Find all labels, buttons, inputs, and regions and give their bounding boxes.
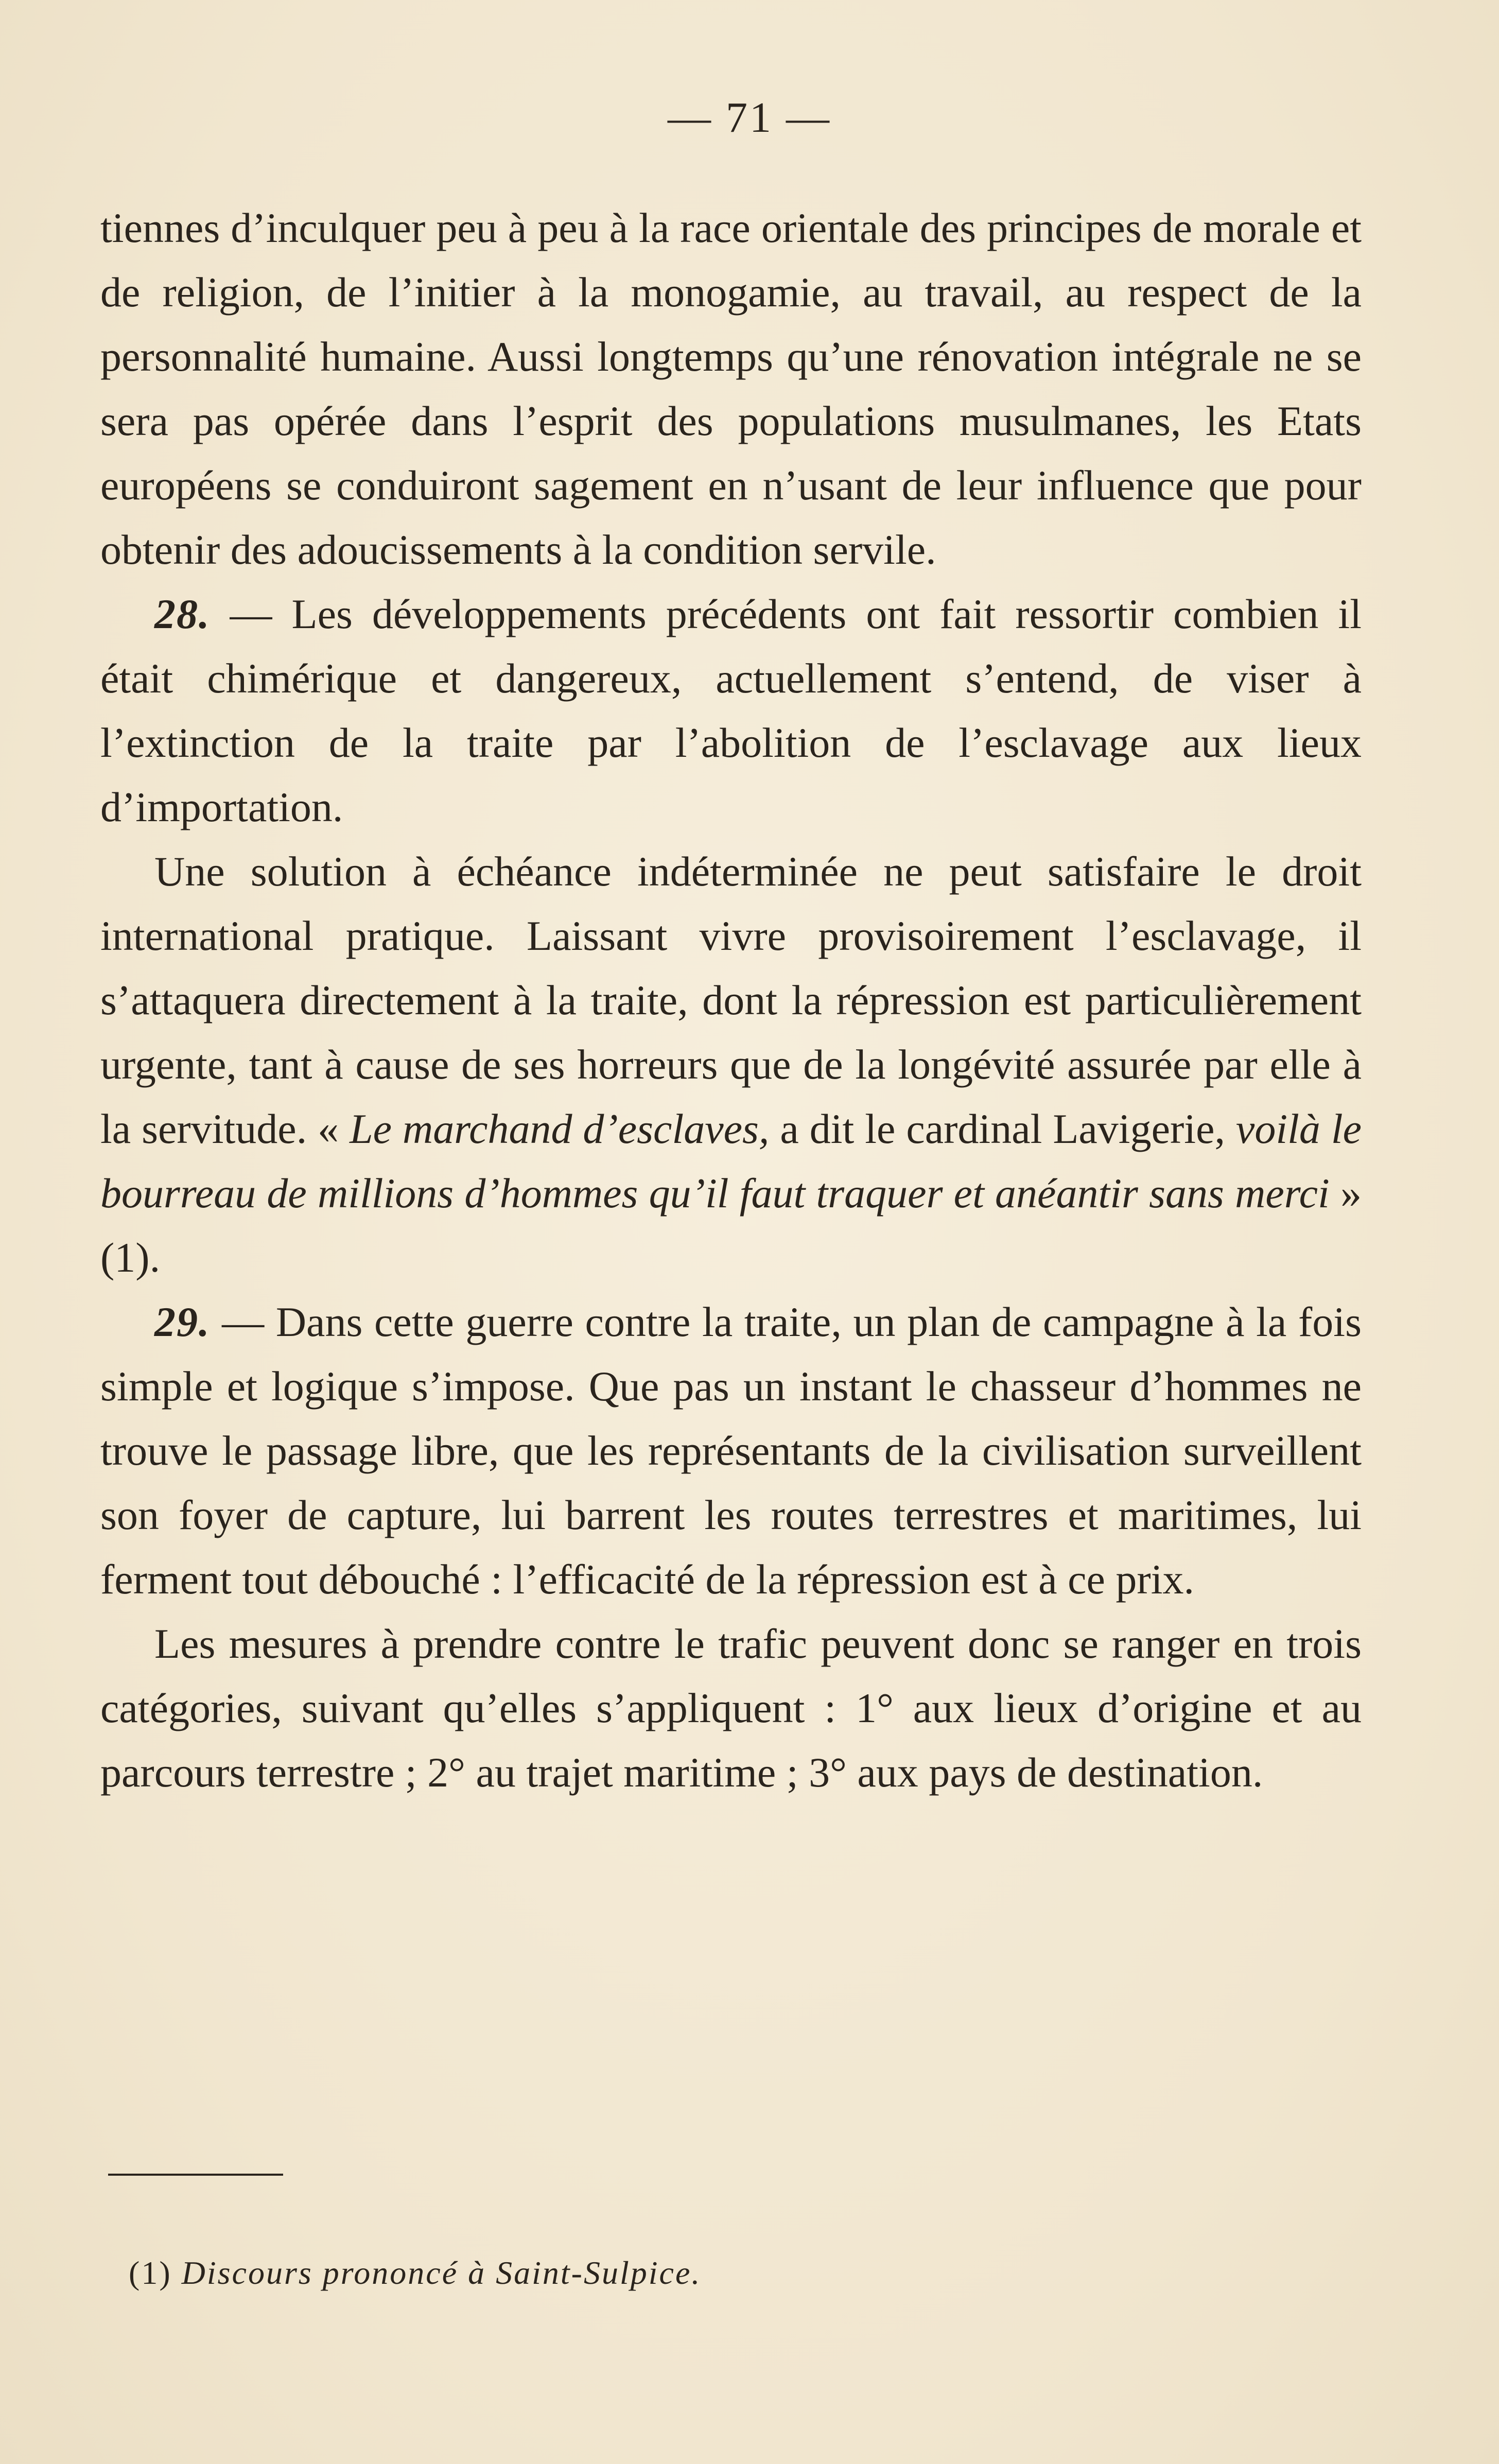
paragraph-28 — [100, 582, 1362, 839]
paragraph-3-text-c: » (1). — [100, 1170, 1362, 1281]
paragraph-28-text: — Les développements précédents ont fait ressortir combien il était chimérique et dangereux, actuellement s’entend, de viser à l’extinction de la traite par l’abolition de l’esclavage aux lieux d’importation. — [100, 591, 1362, 830]
paragraph-3 — [100, 839, 1362, 1290]
paragraph-1: tiennes d’inculquer peu à peu à la race orientale des principes de morale et de religion, de l’initier à la monogamie, au travail, au respect de la personnalité humaine. Aussi longtemps qu’une rénovation intégrale ne se sera pas opérée dans l’esprit des populations musulmanes, les Etats européens se conduiront sagement en n’usant de leur influence que pour obtenir des adoucissements à la condition servile. — [100, 204, 1362, 573]
footnote — [129, 2252, 701, 2294]
paragraph-5: Les mesures à prendre contre le trafic peuvent donc se ranger en trois catégories, suivant qu’elles s’appliquent : 1° aux lieux d’origine et au parcours terrestre ; 2° au trajet maritime ; 3° aux pays de destination. — [100, 1620, 1362, 1796]
section-number-28: 28. — [154, 591, 211, 637]
paragraph-3-text-a: Une solution à échéance indéterminée ne peut satisfaire le droit international pratique. Laissant vivre provisoirement l’esclavage, il s’attaquera directement à la traite, dont la répression est particulièrement urgente, tant à cause de ses horreurs que de la longévité assurée par elle à la servitude. « — [100, 848, 1362, 1152]
page-number: — 71 — — [668, 94, 831, 142]
quote-part-1: Le marchand d’esclaves, — [350, 1105, 770, 1152]
paragraph-29-text: — Dans cette guerre contre la traite, un plan de campagne à la fois simple et logique s’impose. Que pas un instant le chasseur d’hommes ne trouve le passage libre, que les représentants de la civilisation surveillent son foyer de capture, lui barrent les routes terrestres et maritimes, lui ferment tout débouché : l’efficacité de la répression est à ce prix. — [100, 1298, 1362, 1603]
footnote-marker: (1) — [129, 2254, 182, 2291]
paragraph-29 — [100, 1290, 1362, 1611]
main-text — [100, 196, 1362, 1804]
footnote-text: Discours prononcé à Saint-Sulpice. — [181, 2254, 702, 2291]
quote-part-2: voilà le bourreau de millions d’hommes qu’il faut traquer et anéantir sans merci — [100, 1105, 1362, 1217]
section-number-29: 29. — [154, 1298, 211, 1345]
footnote-rule — [108, 2174, 283, 2176]
paragraph-3-text-b: a dit le cardinal Lavigerie, — [769, 1105, 1236, 1152]
